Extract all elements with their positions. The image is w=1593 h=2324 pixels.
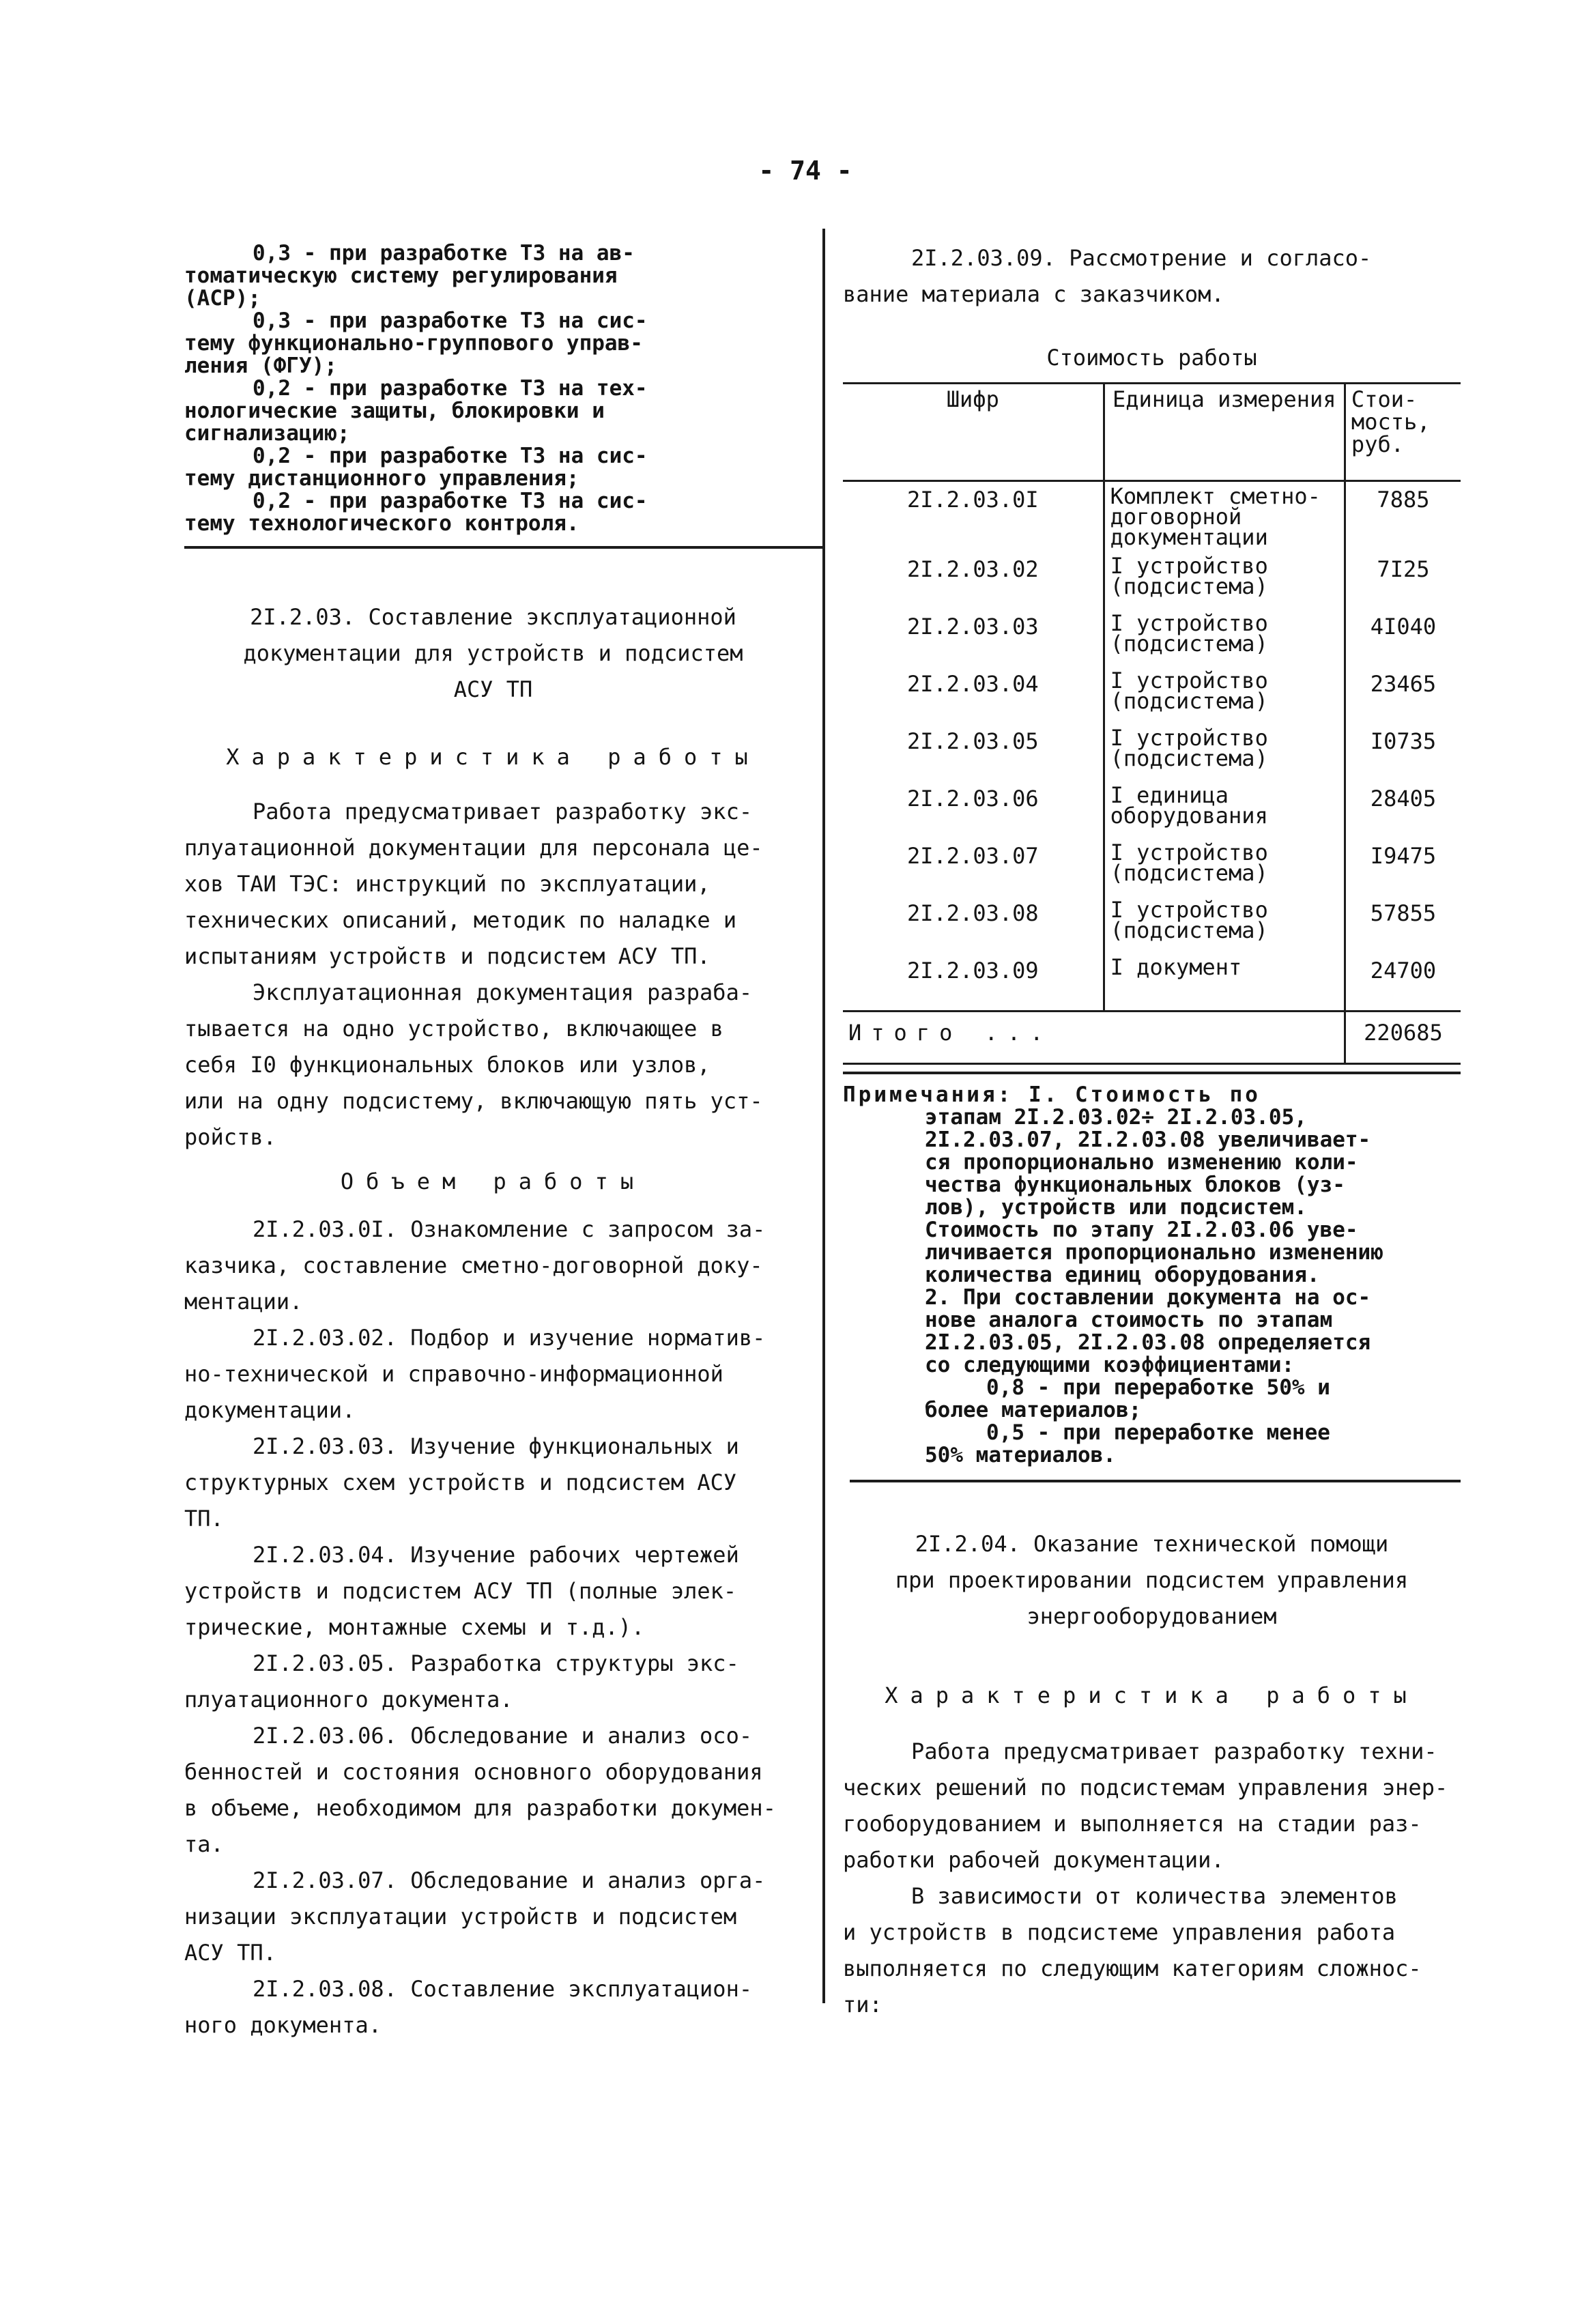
text-line: выполняется по следующим категориям сложнос- [843,1955,1422,1981]
cell-code: 2I.2.03.03 [843,609,1104,666]
text-line: испытаниям устройств и подсистем АСУ ТП. [184,943,711,969]
table-row [843,781,1461,838]
text-line: чества функциональных блоков (уз- [925,1174,1345,1196]
heading-line: 2I.2.04. Оказание технической помощи [915,1531,1389,1557]
cell-code: 2I.2.03.0I [843,481,1104,552]
cell-code: 2I.2.03.05 [843,723,1104,781]
table-row [843,895,1461,953]
cell-unit: I единица оборудования [1104,781,1345,838]
text-line: документации. [184,1397,356,1423]
right-section-heading [843,1526,1461,1635]
text-line: ти: [843,1992,882,2018]
heading-line: при проектировании подсистем управления [895,1567,1409,1593]
heading-line: документации для устройств и подсистем [243,640,743,666]
table-row [843,723,1461,781]
text-line: ного документа. [184,2012,382,2038]
text-line: 2I.2.03.03. Изучение функциональных и [253,1433,739,1459]
cell-code: 2I.2.03.07 [843,838,1104,895]
text-line: та. [184,1831,224,1857]
text-line: АСУ ТП. [184,1940,276,1966]
text-line: 0,8 - при переработке 50% и [986,1377,1330,1399]
left-characteristic-text [184,794,802,1156]
text-line: 2I.2.03.05. Разработка структуры экс- [253,1650,739,1676]
cell-cost: 57855 [1345,895,1461,953]
cell-unit: I устройство (подсистема) [1104,551,1345,609]
cost-table [843,382,1461,1065]
table-row [843,838,1461,895]
text-line: бенностей и состояния основного оборудования [184,1759,763,1785]
table-row [843,551,1461,609]
text-line: и устройств в подсистеме управления работа [843,1919,1396,1945]
text-line: количества единиц оборудования. [925,1264,1320,1287]
left-volume-heading: Объем работы [340,1168,646,1194]
cell-cost: 24700 [1345,953,1461,1012]
text-line: 0,2 - при разработке ТЗ на тех- [253,377,648,400]
cell-unit: I устройство (подсистема) [1104,723,1345,781]
text-line: или на одну подсистему, включающую пять уст- [184,1088,763,1114]
text-line: 2I.2.03.07, 2I.2.03.08 увеличивает- [925,1129,1371,1151]
cell-code: 2I.2.03.08 [843,895,1104,953]
text-line: ся пропорционально изменению коли- [925,1151,1358,1174]
text-line: ческих решений по подсистемам управления энер- [843,1775,1448,1801]
column-divider [822,229,825,2003]
text-line: технических описаний, методик по наладке и [184,907,737,933]
text-line: 2I.2.03.05, 2I.2.03.08 определяется [925,1332,1371,1354]
total-label: Итого ... [843,1012,1345,1064]
text-line: ления (ФГУ); [184,355,337,377]
cell-unit: I устройство (подсистема) [1104,609,1345,666]
text-line: лов), устройств или подсистем. [925,1196,1307,1219]
text-line: работки рабочей документации. [843,1847,1224,1873]
text-line: 50% материалов. [925,1444,1116,1467]
text-line: Стоимость по этапу 2I.2.03.06 уве- [925,1219,1358,1242]
text-line: личивается пропорционально изменению [925,1242,1383,1264]
cell-cost: 23465 [1345,666,1461,723]
left-section-heading [184,599,802,708]
heading-line: АСУ ТП [453,676,533,702]
heading-line: энергооборудованием [1027,1603,1277,1629]
table-row [843,666,1461,723]
text-line: нологические защиты, блокировки и [184,400,605,422]
cell-unit: I устройство (подсистема) [1104,895,1345,953]
text-line: 2I.2.03.04. Изучение рабочих чертежей [253,1542,739,1568]
text-line: вание материала с заказчиком. [843,281,1224,307]
text-line: гооборудованием и выполняется на стадии раз- [843,1811,1422,1837]
text-line: плуатационной документации для персонала це- [184,835,763,861]
cell-cost: 7885 [1345,481,1461,552]
cell-unit: I документ [1104,953,1345,1012]
cell-code: 2I.2.03.02 [843,551,1104,609]
text-line: трические, монтажные схемы и т.д.). [184,1614,645,1640]
text-line: 2. При составлении документа на ос- [925,1287,1371,1309]
text-line: тему технологического контроля. [184,513,579,535]
text-line: казчика, составление сметно-договорной доку- [184,1252,763,1278]
text-line: структурных схем устройств и подсистем АСУ [184,1469,737,1495]
text-line: в объеме, необходимом для разработки докумен- [184,1795,776,1821]
text-line: (АСР); [184,287,261,310]
cell-code: 2I.2.03.09 [843,953,1104,1012]
left-volume-text [184,1211,802,2043]
table-row [843,953,1461,1012]
total-value: 220685 [1345,1012,1461,1064]
left-intro-list [184,242,802,535]
text-line: хов ТАИ ТЭС: инструкций по эксплуатации, [184,871,711,897]
cell-unit: I устройство (подсистема) [1104,838,1345,895]
cell-cost: 28405 [1345,781,1461,838]
right-characteristic-text [843,1734,1461,2023]
header-unit: Единица измерения [1104,384,1345,481]
text-line: 2I.2.03.09. Рассмотрение и согласо- [911,245,1372,271]
header-cost: Стои- мость, руб. [1345,384,1461,481]
text-line: 2I.2.03.07. Обследование и анализ орга- [253,1867,766,1893]
text-line: ментации. [184,1289,303,1315]
right-intro [843,240,1461,313]
text-line: Примечания: I. Стоимость по [843,1084,1261,1106]
notes-block [843,1084,1461,1467]
cost-table-title: Стоимость работы [1046,345,1257,371]
table-header-row [843,384,1461,481]
notes-rule [850,1480,1461,1482]
text-line: ройств. [184,1124,276,1150]
table-bottom-rule [843,1072,1461,1074]
text-line: себя I0 функциональных блоков или узлов, [184,1052,711,1078]
text-line: низации эксплуатации устройств и подсистем [184,1904,737,1930]
cell-unit: I устройство (подсистема) [1104,666,1345,723]
cell-cost: 4I040 [1345,609,1461,666]
table-row [843,481,1461,552]
cell-cost: I0735 [1345,723,1461,781]
left-characteristic-heading: Характеристика работы [226,744,760,770]
text-line: со следующими коэффициентами: [925,1354,1295,1377]
text-line: тему дистанционного управления; [184,468,579,490]
text-line: тывается на одно устройство, включающее в [184,1016,723,1042]
text-line: 2I.2.03.06. Обследование и анализ осо- [253,1723,753,1749]
right-characteristic-heading: Характеристика работы [885,1682,1419,1708]
text-line: 0,2 - при разработке ТЗ на сис- [253,490,648,513]
text-line: Работа предусматривает разработку техни- [911,1738,1437,1764]
text-line: но-технической и справочно-информационной [184,1361,723,1387]
text-line: сигнализацию; [184,422,350,445]
text-line: томатическую систему регулирования [184,265,618,287]
text-line: этапам 2I.2.03.02÷ 2I.2.03.05, [925,1106,1307,1129]
text-line: нове аналога стоимость по этапам [925,1309,1333,1332]
page-number: - 74 - [758,156,852,186]
cell-code: 2I.2.03.04 [843,666,1104,723]
text-line: Работа предусматривает разработку экс- [253,799,753,824]
text-line: 0,5 - при переработке менее [986,1422,1330,1444]
text-line: 2I.2.03.02. Подбор и изучение норматив- [253,1325,766,1351]
cell-cost: I9475 [1345,838,1461,895]
heading-line: 2I.2.03. Составление эксплуатационной [250,604,736,630]
text-line: 0,2 - при разработке ТЗ на сис- [253,445,648,468]
cell-cost: 7I25 [1345,551,1461,609]
text-line: ТП. [184,1506,224,1532]
table-total-row [843,1012,1461,1064]
cell-unit: Комплект сметно-договорной документации [1104,481,1345,552]
text-line: тему функционально-группового управ- [184,332,643,355]
text-line: 0,3 - при разработке ТЗ на ав- [253,242,635,265]
cell-code: 2I.2.03.06 [843,781,1104,838]
text-line: 0,3 - при разработке ТЗ на сис- [253,310,648,332]
text-line: плуатационного документа. [184,1687,513,1712]
text-line: Эксплуатационная документация разраба- [253,979,753,1005]
header-code: Шифр [843,384,1104,481]
text-line: В зависимости от количества элементов [911,1883,1398,1909]
table-row [843,609,1461,666]
text-line: 2I.2.03.08. Составление эксплуатацион- [253,1976,753,2002]
text-line: устройств и подсистем АСУ ТП (полные элек- [184,1578,737,1604]
section-rule [184,546,822,549]
text-line: 2I.2.03.0I. Ознакомление с запросом за- [253,1216,766,1242]
text-line: более материалов; [925,1399,1142,1422]
